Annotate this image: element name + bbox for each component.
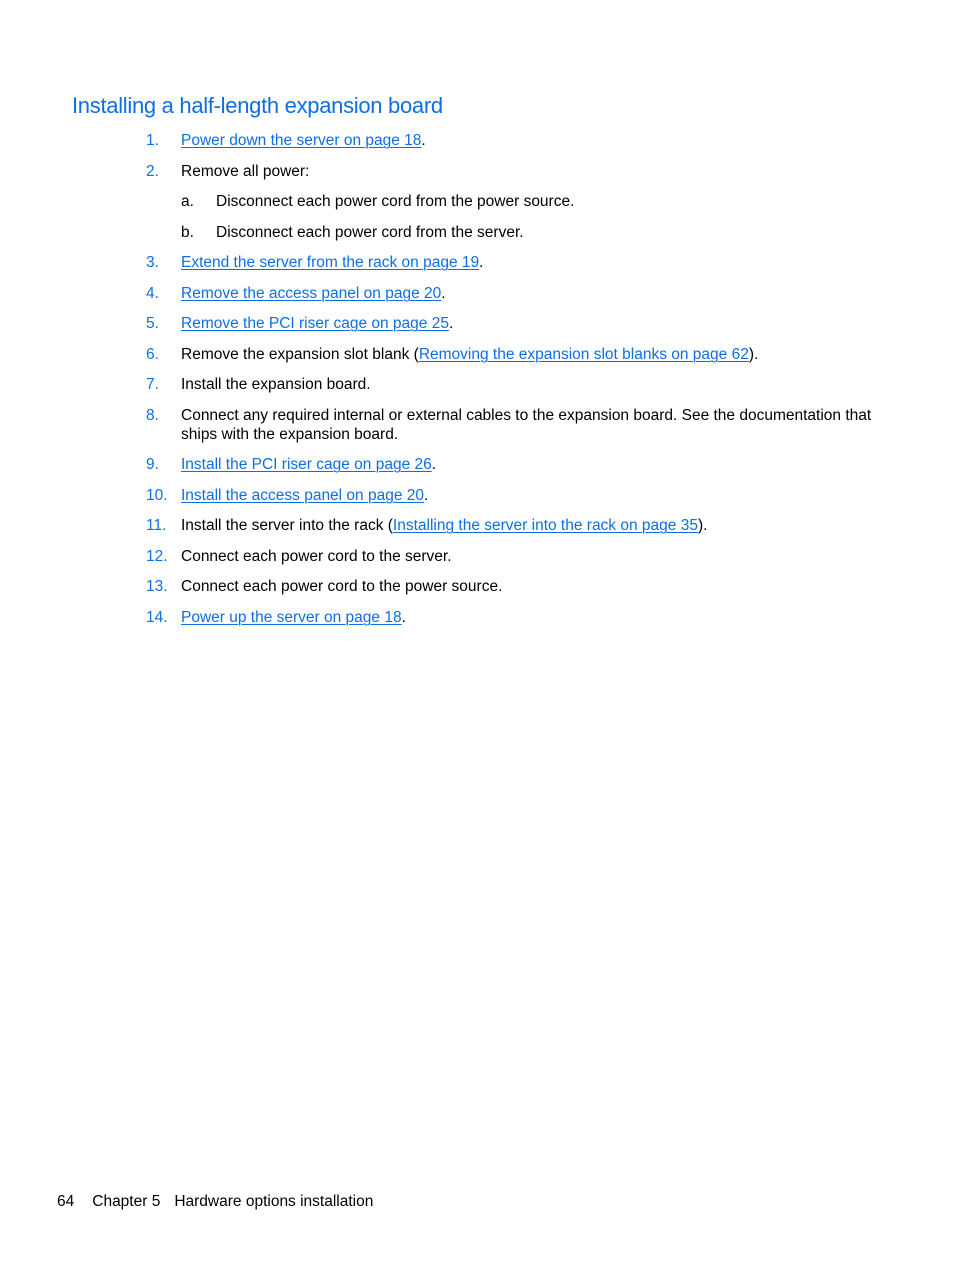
step-number: 14. <box>146 609 168 626</box>
step-prefix: Remove the expansion slot blank ( <box>181 346 419 363</box>
link-installing-server-into-rack[interactable]: Installing the server into the rack on page 35 <box>392 517 698 534</box>
substep-text: Disconnect each power cord from the server. <box>216 224 524 241</box>
link-remove-pci-riser-cage[interactable]: Remove the PCI riser cage on page 25 <box>181 315 449 332</box>
step-number: 12. <box>146 548 168 565</box>
step-suffix: . <box>441 285 446 302</box>
step-suffix: ). <box>697 517 708 534</box>
step-14 <box>146 608 876 627</box>
substep-text: Disconnect each power cord from the power source. <box>216 193 575 210</box>
step-number: 7. <box>146 376 159 393</box>
step-suffix: ). <box>748 346 759 363</box>
step-number: 9. <box>146 456 159 473</box>
page-number: 64 <box>57 1193 75 1210</box>
substep-b <box>181 223 871 242</box>
link-install-access-panel[interactable]: Install the access panel on page 20 <box>181 487 425 504</box>
step-number: 2. <box>146 163 159 180</box>
step-suffix: . <box>421 132 426 149</box>
link-power-down-server[interactable]: Power down the server on page 18 <box>181 132 422 149</box>
step-4 <box>146 284 876 303</box>
step-text <box>181 131 876 150</box>
step-2 <box>146 162 876 181</box>
chapter-label: Chapter 5 <box>92 1193 161 1210</box>
step-text <box>181 486 876 505</box>
substep-letter: b. <box>181 224 194 241</box>
step-suffix: . <box>424 487 429 504</box>
link-power-up-server[interactable]: Power up the server on page 18 <box>181 609 402 626</box>
step-text <box>181 253 876 272</box>
step-number: 13. <box>146 578 168 595</box>
step-suffix: . <box>401 609 406 626</box>
step-10 <box>146 486 876 505</box>
chapter-title: Hardware options installation <box>174 1193 374 1210</box>
link-install-pci-riser-cage[interactable]: Install the PCI riser cage on page 26 <box>181 456 432 473</box>
step-suffix: . <box>448 315 454 332</box>
step-12 <box>146 547 876 566</box>
link-remove-access-panel[interactable]: Remove the access panel on page 20 <box>181 285 442 302</box>
step-text: Connect each power cord to the server. <box>181 548 452 565</box>
step-text <box>181 345 876 364</box>
step-5 <box>146 314 876 333</box>
step-13 <box>146 577 876 596</box>
section-heading: Installing a half-length expansion board <box>72 93 443 118</box>
step-number: 11. <box>146 517 167 534</box>
step-number: 10. <box>146 487 168 504</box>
step-number: 6. <box>146 346 159 363</box>
link-removing-expansion-slot-blanks[interactable]: Removing the expansion slot blanks on page 62 <box>418 346 749 363</box>
step-7 <box>146 375 876 394</box>
step-text <box>181 284 876 303</box>
step-6 <box>146 345 876 364</box>
page-footer <box>57 1192 373 1211</box>
step-number: 5. <box>146 315 159 332</box>
step-3 <box>146 253 876 272</box>
step-11 <box>146 516 876 535</box>
step-text: Install the expansion board. <box>181 376 371 393</box>
step-suffix: . <box>431 456 437 473</box>
step-text: Connect any required internal or external cables to the expansion board. See the documentation that ships with the expansion board. <box>181 407 872 443</box>
step-9 <box>146 455 876 474</box>
step-8 <box>146 406 876 444</box>
step-number: 3. <box>146 254 159 271</box>
step-suffix: . <box>479 254 484 271</box>
substep-letter: a. <box>181 193 194 210</box>
step-prefix: Install the server into the rack ( <box>181 517 393 534</box>
step-text <box>181 455 876 474</box>
substep-a <box>181 192 871 211</box>
step-number: 4. <box>146 285 159 302</box>
step-1 <box>146 131 876 150</box>
step-text <box>181 608 876 627</box>
step-text: Connect each power cord to the power source. <box>181 578 503 595</box>
link-extend-server[interactable]: Extend the server from the rack on page 19 <box>181 254 480 271</box>
step-text <box>181 516 876 535</box>
step-number: 1. <box>146 132 159 149</box>
step-number: 8. <box>146 407 159 424</box>
step-text: Remove all power: <box>181 163 310 180</box>
step-text <box>181 314 876 333</box>
